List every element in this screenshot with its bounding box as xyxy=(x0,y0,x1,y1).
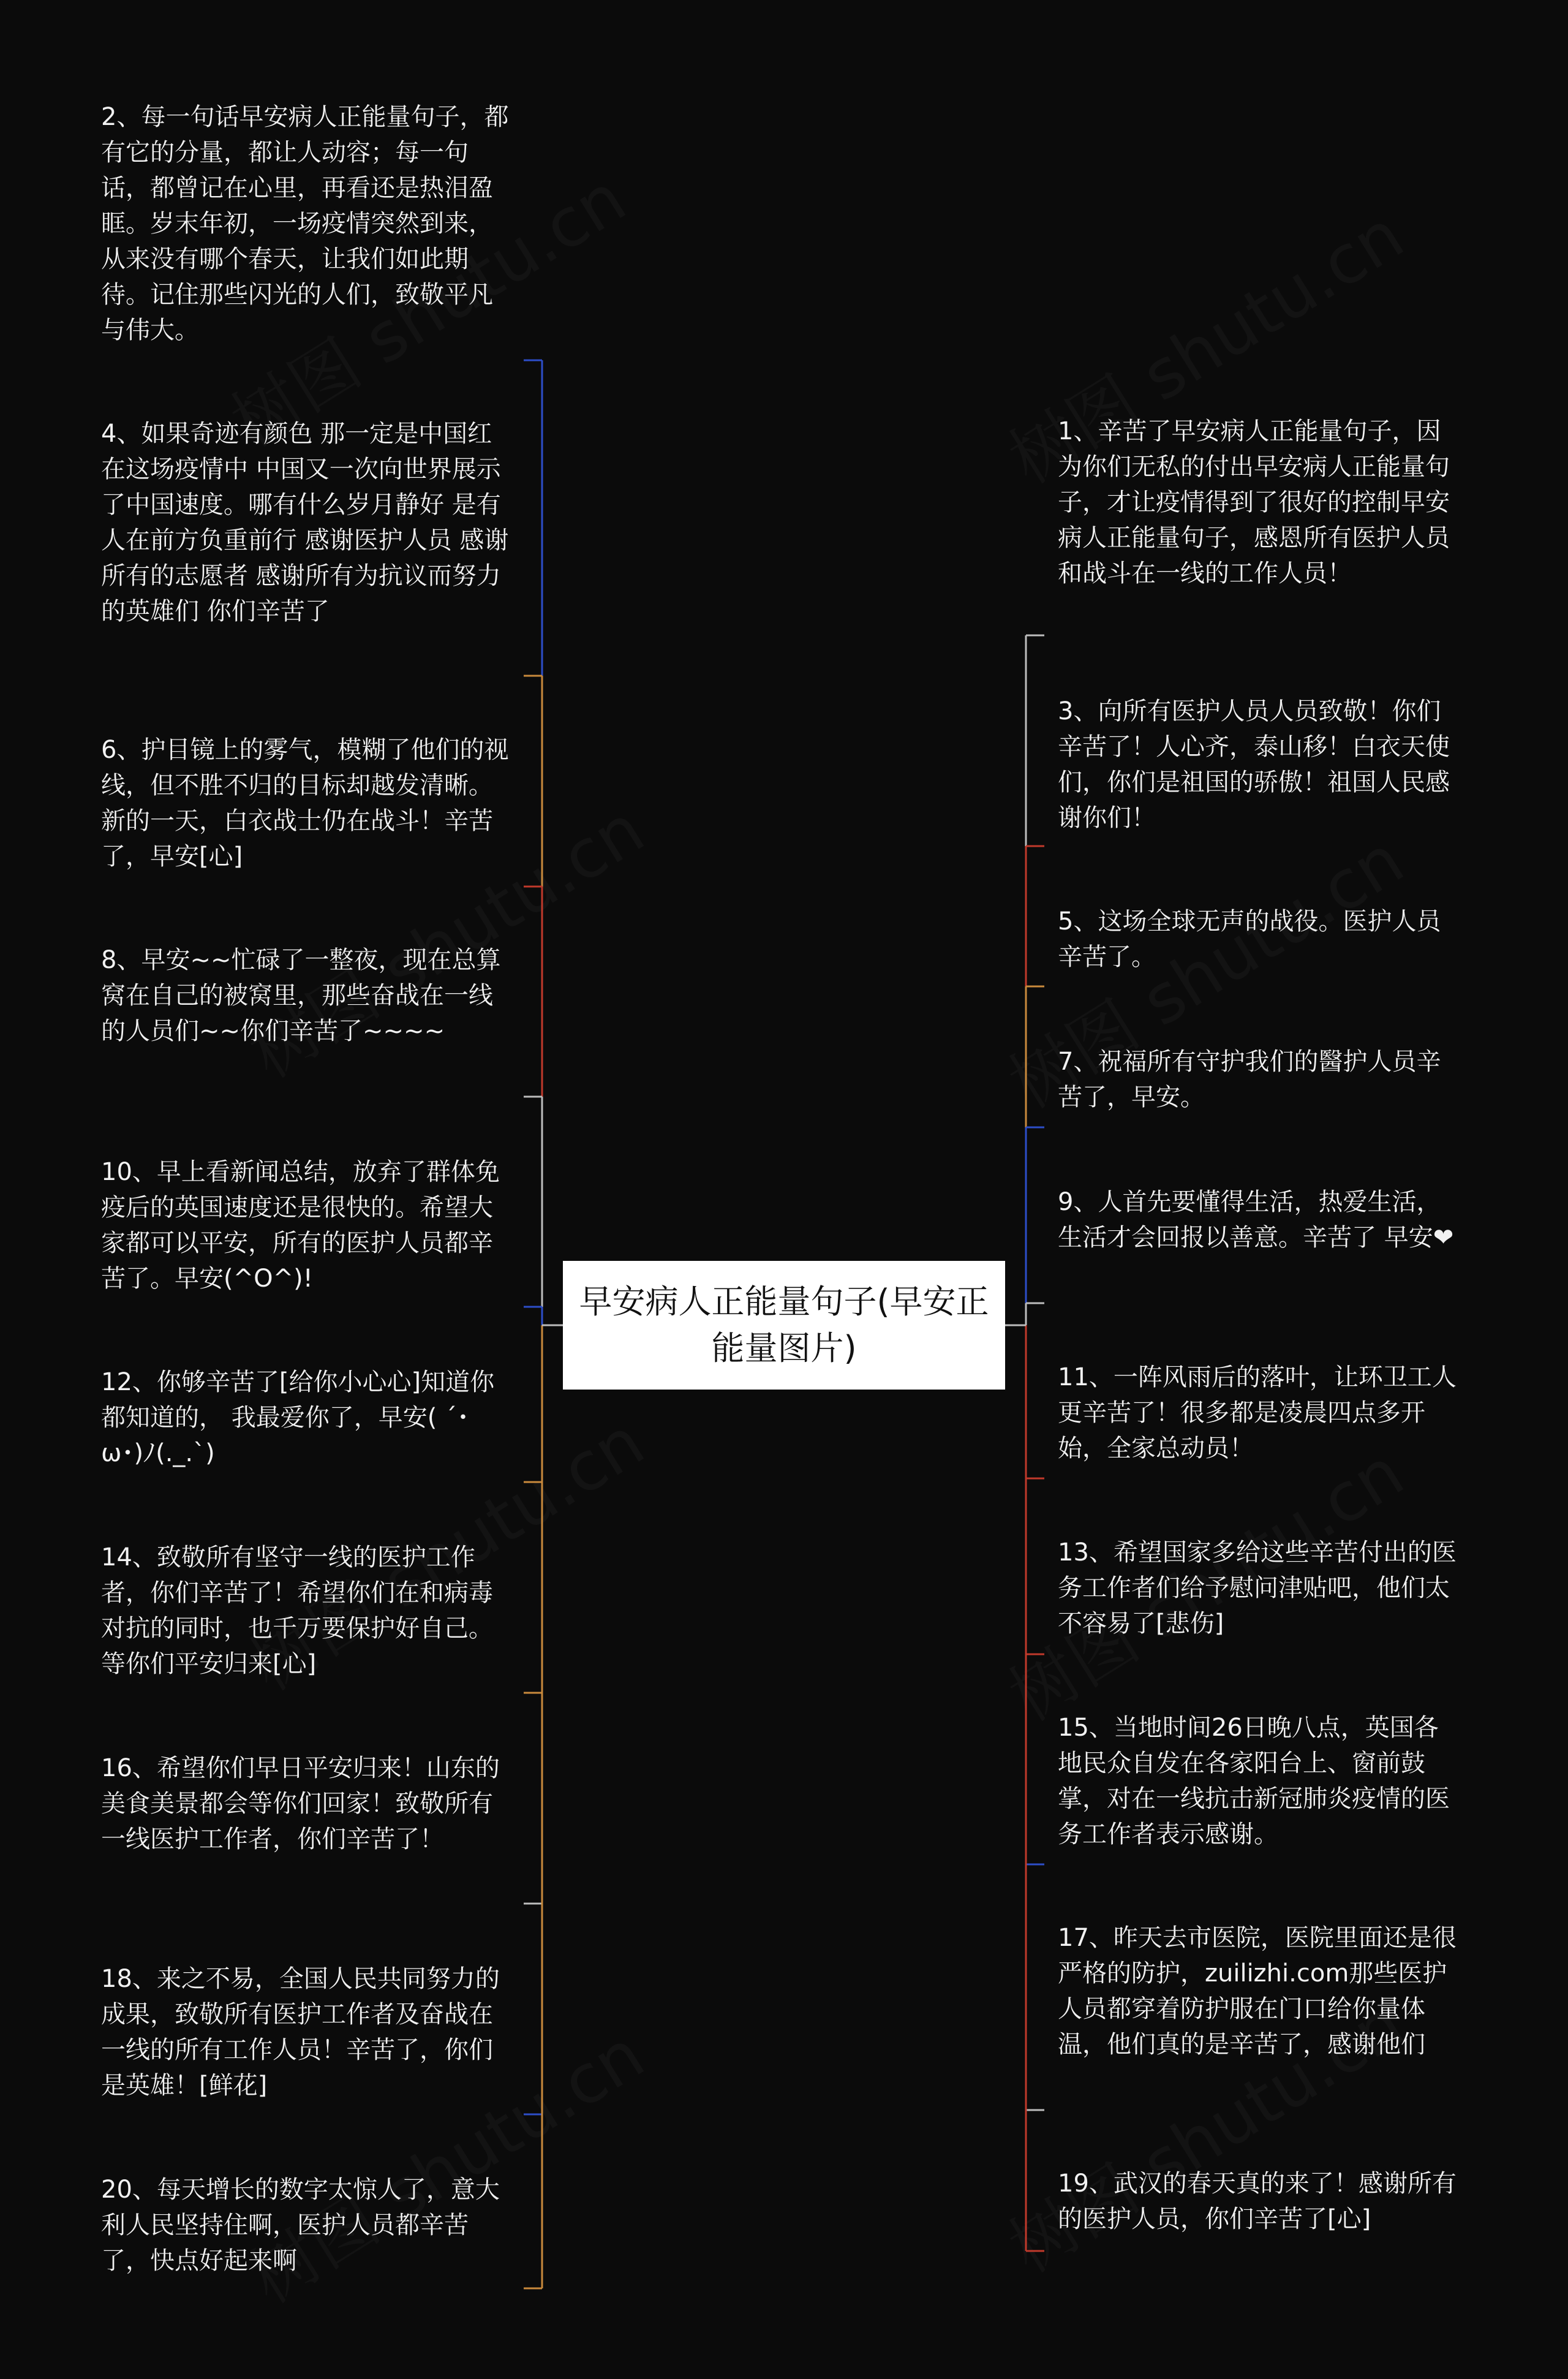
center-topic-title: 早安病人正能量句子(早安正能量图片) xyxy=(579,1282,989,1367)
left-node-4[interactable]: 8、早安~~忙碌了一整夜，现在总算窝在自己的被窝里，那些奋战在一线的人员们~~你们辛苦了~~~~ xyxy=(101,946,501,1045)
left-node-9[interactable]: 18、来之不易，全国人民共同努力的成果，致敬所有医护工作者及奋战在一线的所有工作人员！辛苦了，你们是英雄！[鲜花] xyxy=(101,1965,500,2100)
right-node-6[interactable]: 11、一阵风雨后的落叶，让环卫工人更辛苦了！很多都是凌晨四点多开始，全家总动员！ xyxy=(1058,1363,1457,1462)
right-node-2[interactable]: 3、向所有医护人员人员致敬！你们辛苦了！人心齐，泰山移！白衣天使们，你们是祖国的骄傲！祖国人民感谢你们！ xyxy=(1058,697,1450,832)
right-node-9[interactable]: 17、昨天去市医院，医院里面还是很严格的防护，zuilizhi.com那些医护人员都穿着防护服在门口给你量体温，他们真的是辛苦了，感谢他们 xyxy=(1058,1924,1457,2059)
left-node-3[interactable]: 6、护目镜上的雾气，模糊了他们的视线，但不胜不归的目标却越发清晰。新的一天，白衣战士仍在战斗！辛苦了，早安[心] xyxy=(101,736,509,871)
left-node-2[interactable]: 4、如果奇迹有颜色 那一定是中国红 在这场疫情中 中国又一次向世界展示了中国速度。哪有什么岁月静好 是有人在前方负重前行 感谢医护人员 感谢所有的志愿者 感谢所有为抗议而努力的英雄们 你们辛苦了 xyxy=(101,420,509,626)
left-node-7[interactable]: 14、致敬所有坚守一线的医护工作者，你们辛苦了！希望你们在和病毒对抗的同时，也千万要保护好自己。等你们平安归来[心] xyxy=(101,1543,493,1678)
right-node-4[interactable]: 7、祝福所有守护我们的醫护人员辛苦了，早安。 xyxy=(1058,1048,1441,1111)
left-node-6[interactable]: 12、你够辛苦了[给你小心心]知道你都知道的， 我最爱你了，早安( ´･ω･)ﾉ(._.`) xyxy=(101,1368,495,1467)
center-topic[interactable] xyxy=(563,1261,1005,1390)
left-node-8[interactable]: 16、希望你们早日平安归来！山东的美食美景都会等你们回家！致敬所有一线医护工作者，你们辛苦了！ xyxy=(101,1754,500,1853)
right-node-7[interactable]: 13、希望国家多给这些辛苦付出的医务工作者们给予慰问津贴吧，他们太不容易了[悲伤] xyxy=(1058,1538,1457,1638)
right-node-1[interactable]: 1、辛苦了早安病人正能量句子，因为你们无私的付出早安病人正能量句子，才让疫情得到了很好的控制早安病人正能量句子，感恩所有医护人员和战斗在一线的工作人员！ xyxy=(1058,417,1450,588)
left-node-10[interactable]: 20、每天增长的数字太惊人了，意大利人民坚持住啊，医护人员都辛苦了，快点好起来啊 xyxy=(101,2176,500,2275)
right-node-10[interactable]: 19、武汉的春天真的来了！感谢所有的医护人员，你们辛苦了[心] xyxy=(1058,2169,1457,2233)
left-node-1[interactable]: 2、每一句话早安病人正能量句子，都有它的分量，都让人动容；每一句话，都曾记在心里，再看还是热泪盈眶。岁末年初，一场疫情突然到来，从来没有哪个春天，让我们如此期待。记住那些闪光的人们，致敬平凡与伟大。 xyxy=(101,103,509,344)
left-node-5[interactable]: 10、早上看新闻总结，放弃了群体免疫后的英国速度还是很快的。希望大家都可以平安，所有的医护人员都辛苦了。早安(^O^)! xyxy=(101,1158,500,1293)
right-node-3[interactable]: 5、这场全球无声的战役。医护人员 辛苦了。 xyxy=(1058,907,1449,971)
right-node-8[interactable]: 15、当地时间26日晚八点，英国各地民众自发在各家阳台上、窗前鼓掌，对在一线抗击新冠肺炎疫情的医务工作者表示感谢。 xyxy=(1058,1714,1450,1848)
right-node-5[interactable]: 9、人首先要懂得生活，热爱生活，生活才会回报以善意。辛苦了 早安❤ xyxy=(1058,1188,1454,1252)
